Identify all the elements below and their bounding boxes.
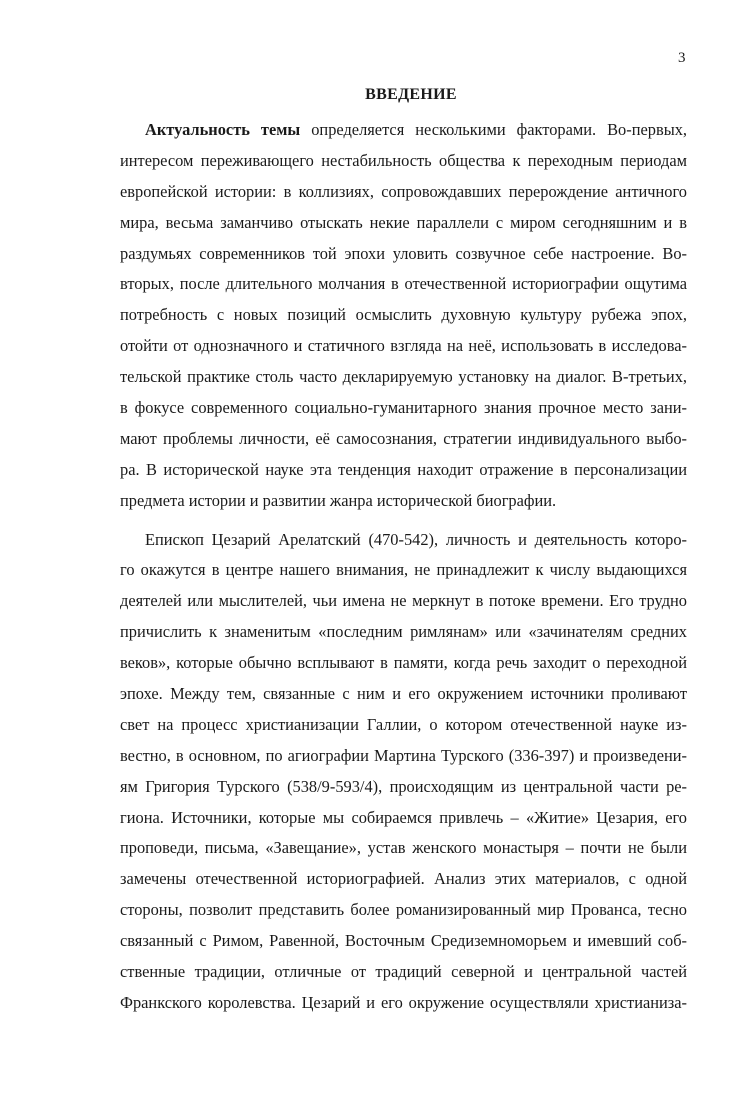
lead-bold-phrase: Актуальность темы xyxy=(145,120,301,139)
paragraph-1-line: тельской практике столь часто декларируемую установку на диалог. В-третьих, xyxy=(120,367,687,387)
paragraph-2-line: Франкского королевства. Цезарий и его окружение осуществляли христианиза- xyxy=(120,992,687,1012)
paragraph-1-line: вторых, после длительного молчания в отечественной историографии ощутима xyxy=(120,274,687,294)
paragraph-2-line: ям Григория Турского (538/9-593/4), происходящим из центральной части ре- xyxy=(120,776,687,796)
paragraph-1-line: ра. В исторической науке эта тенденция находит отражение в персонализации xyxy=(120,459,687,479)
paragraph-2-line: го окажутся в центре нашего внимания, не принадлежит к числу выдающихся xyxy=(120,560,687,580)
paragraph-2-line: Епископ Цезарий Арелатский (470-542), личность и деятельность которо- xyxy=(145,529,687,549)
paragraph-1-line: мают проблемы личности, её самосознания, стратегии индивидуального выбо- xyxy=(120,428,687,448)
paragraph-2-line: вестно, в основном, по агиографии Мартина Турского (336-397) и произведени- xyxy=(120,745,687,765)
paragraph-1-line: интересом переживающего нестабильность общества к переходным периодам xyxy=(120,150,687,170)
paragraph-1-line: предмета истории и развитии жанра исторической биографии. xyxy=(120,490,557,510)
page-title: ВВЕДЕНИЕ xyxy=(365,86,457,103)
paragraph-2-line: деятелей или мыслителей, чьи имена не меркнут в потоке времени. Его трудно xyxy=(120,591,687,611)
paragraph-gap xyxy=(120,517,687,525)
paragraph-2-line: причислить к знаменитым «последним римлянам» или «зачинателям средних xyxy=(120,622,687,642)
paragraph-1-line: отойти от однозначного и статичного взгляда на неё, использовать в исследова- xyxy=(120,336,687,356)
paragraph-2-line: проповеди, письма, «Завещание», устав женского монастыря – почти не были xyxy=(120,838,687,858)
lead-rest: определяется несколькими факторами. Во-первых, xyxy=(300,120,687,139)
paragraph-2-line: эпохе. Между тем, связанные с ним и его окружением источники проливают xyxy=(120,684,687,704)
paragraph-1-line: раздумьях современников той эпохи уловить созвучное себе настроение. Во- xyxy=(120,243,687,263)
paragraph-1-line: европейской истории: в коллизиях, сопровождавших перерождение античного xyxy=(120,181,687,201)
paragraph-2-line: замечены отечественной историографией. Анализ этих материалов, с одной xyxy=(120,869,687,889)
paragraph-2-line: ственные традиции, отличные от традиций северной и центральной частей xyxy=(120,962,687,982)
paragraph-1-line: потребность с новых позиций осмыслить духовную культуру рубежа эпох, xyxy=(120,305,687,325)
page-number: 3 xyxy=(678,50,686,66)
paragraph-1-line-0 xyxy=(120,115,687,146)
paragraph-2-line: свет на процесс христианизации Галлии, о котором отечественной науке из- xyxy=(120,714,687,734)
body-text xyxy=(120,115,687,1019)
paragraph-1-line: мира, весьма заманчиво отыскать некие параллели с миром сегодняшним и в xyxy=(120,212,687,232)
paragraph-2-line: веков», которые обычно всплывают в памяти, когда речь заходит о переходной xyxy=(120,653,687,673)
paragraph-2-line: связанный с Римом, Равенной, Восточным Средиземноморьем и имевший соб- xyxy=(120,931,687,951)
paragraph-2-line: стороны, позволит представить более романизированный мир Прованса, тесно xyxy=(120,900,687,920)
paragraph-1-line: в фокусе современного социально-гуманитарного знания прочное место зани- xyxy=(120,398,687,418)
paragraph-2-line: гиона. Источники, которые мы собираемся привлечь – «Житие» Цезария, его xyxy=(120,807,687,827)
